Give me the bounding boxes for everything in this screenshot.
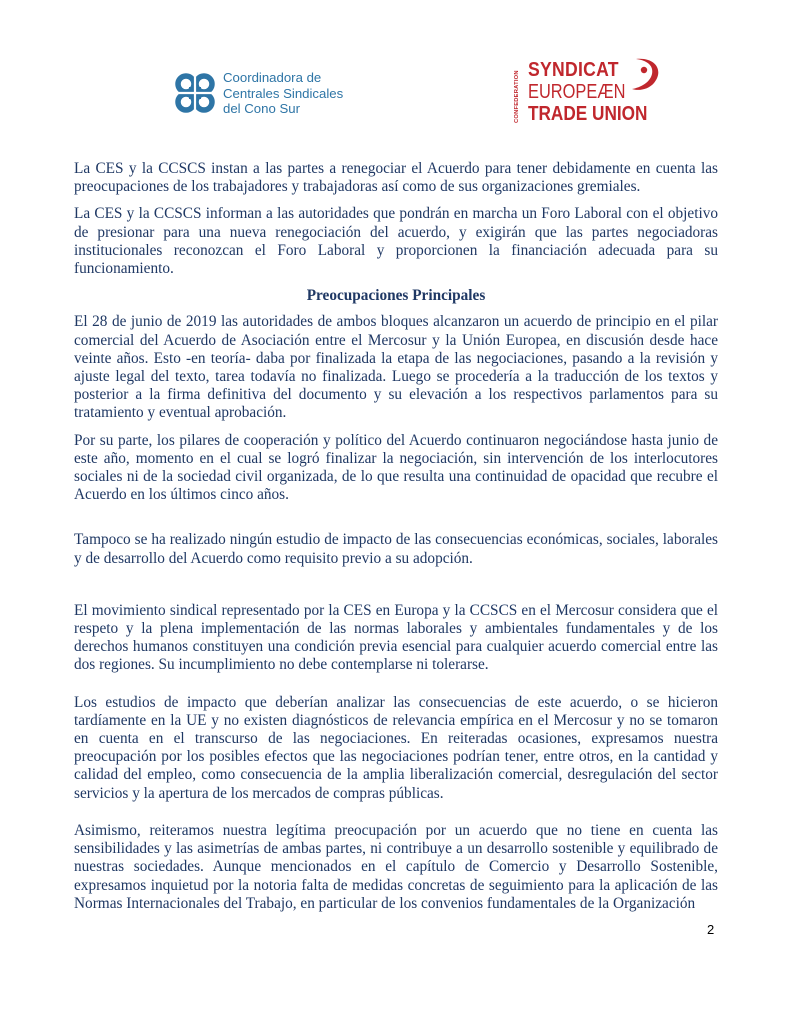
body-paragraph: Los estudios de impacto que deberían analizar las consecuencias de este acuerdo, o se hicieron tardíamente en la UE y no existen diagnósticos de relevancia empírica en el Mercosur y no se tomaron en cuenta en el transcurso de las negociaciones. En reiteradas ocasiones, expresamos nuestra preocupación por los posibles efectos que las negociaciones podrían tener, entre otros, en la cantidad y calidad del empleo, como consecuencia de la amplia liberalización comercial, desregulación del sector servicios y la apertura de los mercados de compras públicas.	[74, 693, 718, 802]
ccscs-logo-line: Coordinadora de	[223, 70, 322, 85]
body-paragraph: El 28 de junio de 2019 las autoridades de ambos bloques alcanzaron un acuerdo de principio en el pilar comercial del Acuerdo de Asociación entre el Mercosur y la Unión Europea, en discusión desde hace veinte años. Esto -en teoría- daba por finalizada la etapa de las negociaciones, pasando a la revisión y ajuste legal del texto, tarea todavía no finalizada. Luego se procedería a la traducción de los textos y posterior a la firma definitiva del documento y su elevación a los respectivos parlamentos para su tratamiento y eventual aprobación.	[74, 313, 718, 422]
ccscs-cross-icon	[172, 70, 218, 116]
section-heading: Preocupaciones Principales	[306, 287, 486, 305]
etuc-logo	[514, 55, 666, 127]
body-paragraph: Tampoco se ha realizado ningún estudio de impacto de las consecuencias económicas, sociales, laborales y de desarrollo del Acuerdo como requisito previo a su adopción.	[74, 531, 718, 567]
body-paragraph: La CES y la CCSCS instan a las partes a renegociar el Acuerdo para tener debidamente en cuenta las preocupaciones de los trabajadores y trabajadoras así como de sus organizaciones gremiales.	[74, 160, 718, 196]
body-paragraph: El movimiento sindical representado por la CES en Europa y la CCSCS en el Mercosur considera que el respeto y la plena implementación de las normas laborales y ambientales fundamentales y de los derechos humanos constituyen una condición previa esencial para cualquier acuerdo comercial entre las dos regiones. Su incumplimiento no debe contemplarse ni tolerarse.	[74, 601, 718, 674]
document-body	[74, 160, 718, 922]
etuc-swoosh-icon	[630, 55, 666, 95]
ccscs-logo-line: del Cono Sur	[223, 101, 300, 116]
etuc-logo-line: TRADE UNION	[528, 103, 648, 125]
ccscs-logo	[172, 70, 362, 120]
body-paragraph: Asimismo, reiteramos nuestra legítima preocupación por un acuerdo que no tiene en cuenta las sensibilidades y las asimetrías de ambas partes, ni contribuye a un desarrollo sostenible y equilibrado de nuestras sociedades. Aunque mencionados en el capítulo de Comercio y Desarrollo Sostenible, expresamos inquietud por la notoria falta de medidas concretas de seguimiento para la aplicación de las Normas Internacionales del Trabajo, en particular de los convenios fundamentales de la Organización	[74, 821, 718, 912]
body-paragraph: Por su parte, los pilares de cooperación y político del Acuerdo continuaron negociándose hasta junio de este año, momento en el cual se logró finalizar la negociación, sin intervención de los interlocutores sociales ni de la sociedad civil organizada, de lo que resulta una continuidad de opacidad que recubre el Acuerdo en los últimos cinco años.	[74, 431, 718, 504]
ccscs-logo-line: Centrales Sindicales	[223, 85, 344, 101]
ccscs-logo-text	[223, 70, 343, 117]
body-paragraph: La CES y la CCSCS informan a las autoridades que pondrán en marcha un Foro Laboral con el objetivo de presionar para una nueva renegociación del acuerdo, y exigirán que las partes negociadoras institucionales reconozcan el Foro Laboral y proporcionen la financiación adecuada para su funcionamiento.	[74, 205, 718, 278]
etuc-logo-line: EUROPEÆN	[528, 81, 626, 103]
etuc-logo-side-text: CONFEDERATION	[514, 70, 520, 123]
page-number: 2	[707, 922, 715, 937]
etuc-logo-line: SYNDICAT	[528, 59, 619, 81]
